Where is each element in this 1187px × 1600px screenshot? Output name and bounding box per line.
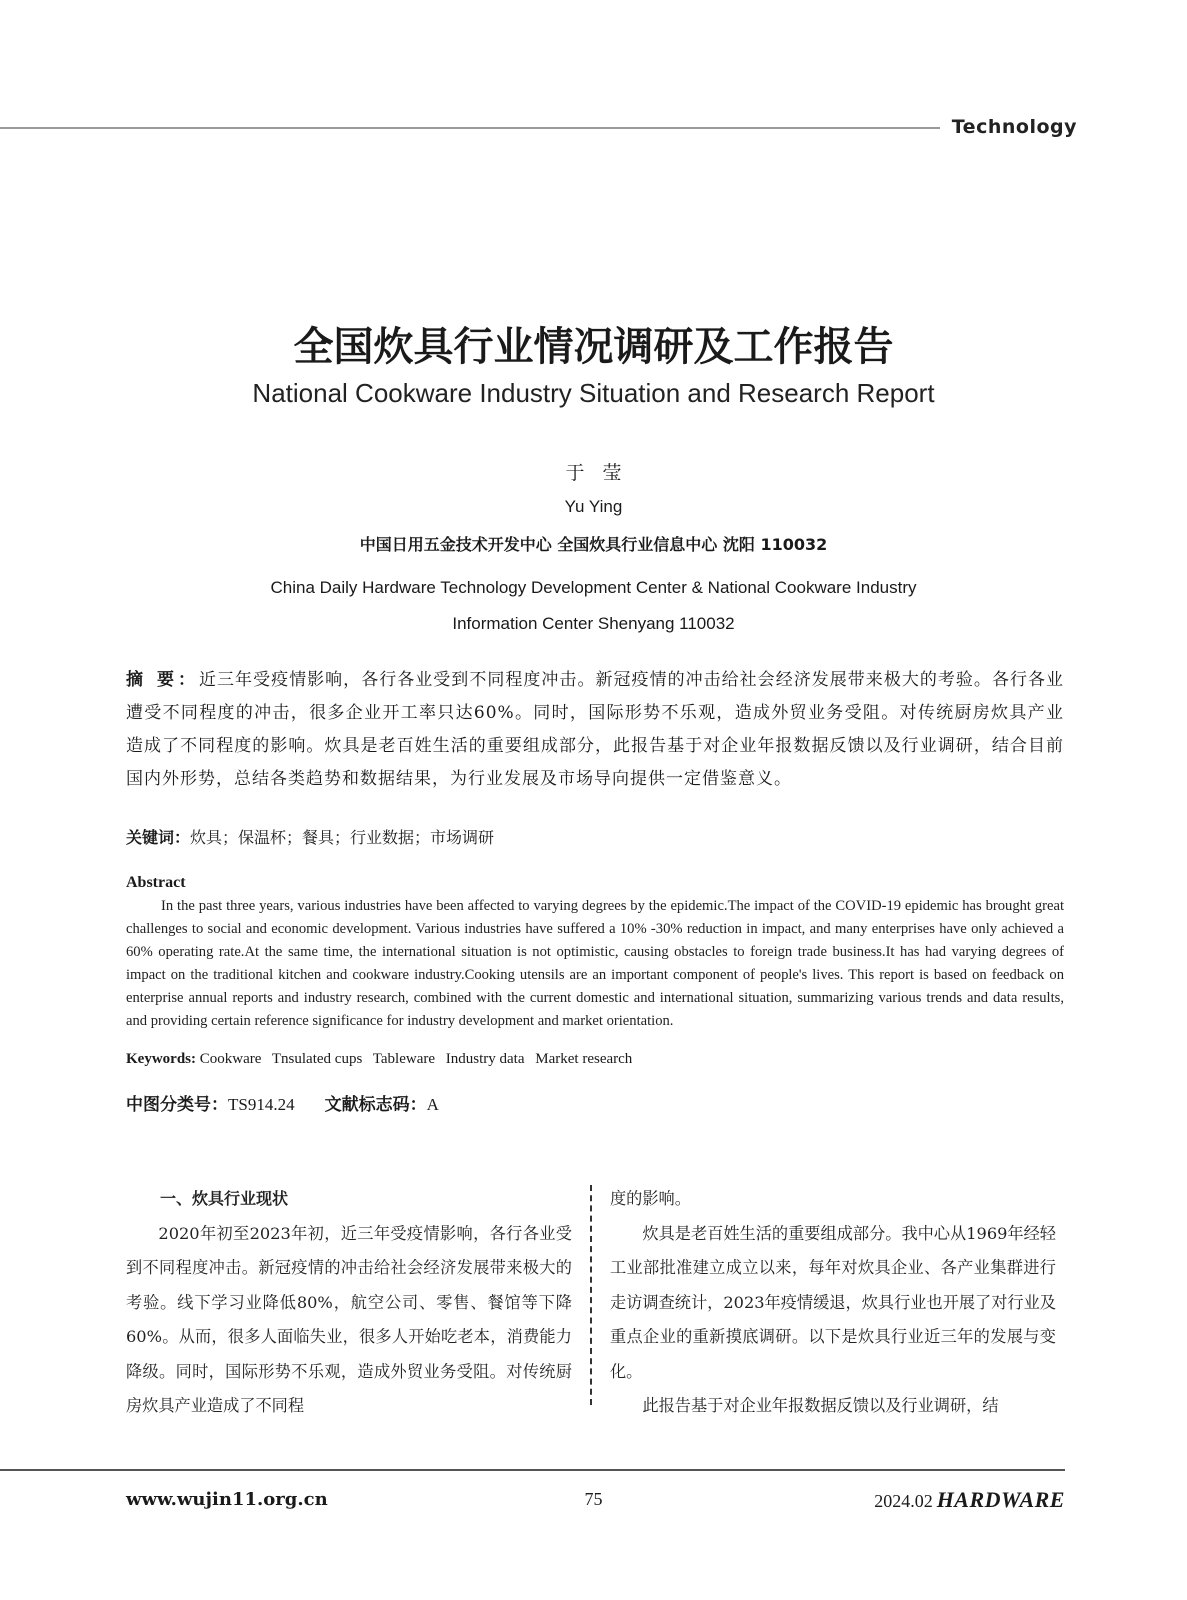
page-number: 75 — [584, 1489, 603, 1509]
title-chinese: 全国炊具行业情况调研及工作报告 — [293, 324, 894, 370]
footer-issue — [874, 1487, 1065, 1513]
keyword-item: Cookware — [199, 1051, 262, 1067]
keyword-item: Tableware — [372, 1051, 436, 1067]
keywords-chinese-label: 关键词： — [126, 828, 191, 847]
column-divider — [590, 1185, 592, 1405]
doc-code-value: A — [426, 1095, 439, 1114]
abstract-english-text: In the past three years, various industries have been affected to varying degrees by the epidemic.The impact of the COVID-19 epidemic has brought great challenges to social and economic development. Various industries have suffered a 10% -30% reduction in impact, and many enterprises have only achieved a 60% operating rate.At the same time, the international situation is not optimistic, causing obstacles to foreign trade business.It has had varying degrees of impact on the traditional kitchen and cookware industry.Cooking utensils are an important component of people's lives. This report is based on feedback on enterprise annual reports and industry research, combined with the current domestic and international situation, summarizing various trends and data results, and providing certain reference significance for industry development and market orientation. — [126, 898, 1064, 1029]
title-english: National Cookware Industry Situation and Research Report — [252, 378, 935, 408]
affiliation-english — [0, 570, 1187, 642]
author-chinese: 于莹 — [565, 462, 640, 484]
keywords-english — [126, 1051, 1064, 1068]
keyword-item: Industry data — [445, 1051, 525, 1067]
body-paragraph: 2020年初至2023年初，近三年受疫情影响，各行各业受到不同程度冲击。新冠疫情的冲击给社会经济发展带来极大的考验。线下学习业降低80%，航空公司、零售、餐馆等下降60%。从而，很多人面临失业，很多人开始吃老本，消费能力降级。同时，国际形势不乐观，造成外贸业务受阻。对传统厨房炊具产业造成了不同程 — [126, 1223, 572, 1415]
affiliation-english-line2: Information Center Shenyang 110032 — [452, 614, 735, 633]
keywords-chinese — [126, 824, 1064, 852]
keywords-chinese-text: 炊具；保温杯；餐具；行业数据；市场调研 — [190, 828, 495, 847]
body-paragraph: 度的影响。 — [610, 1189, 691, 1208]
body-column-right — [610, 1182, 1056, 1424]
keywords-english-label: Keywords: — [126, 1051, 196, 1067]
footer-rule — [0, 1469, 1065, 1471]
affiliation-english-line1: China Daily Hardware Technology Development Center & National Cookware Industry — [270, 578, 917, 597]
body-paragraph: 此报告基于对企业年报数据反馈以及行业调研，结 — [642, 1396, 999, 1415]
classification-line — [126, 1090, 439, 1115]
keyword-item: Market research — [535, 1051, 633, 1067]
abstract-chinese-label: 摘 要： — [126, 670, 200, 690]
body-paragraph: 炊具是老百姓生活的重要组成部分。我中心从1969年经轻工业部批准建立成立以来，每年对炊具企业、各产业集群进行走访调查统计，2023年疫情缓退，炊具行业也开展了对行业及重点企业的重新摸底调研。以下是炊具行业近三年的发展与变化。 — [610, 1223, 1056, 1381]
affiliation-chinese: 中国日用五金技术开发中心 全国炊具行业信息中心 沈阳 110032 — [359, 535, 828, 554]
abstract-chinese — [126, 664, 1064, 796]
abstract-english-heading: Abstract — [126, 874, 186, 891]
doc-code-label: 文献标志码： — [324, 1095, 427, 1115]
clc-label: 中图分类号： — [126, 1095, 228, 1115]
abstract-chinese-text: 近三年受疫情影响，各行各业受到不同程度冲击。新冠疫情的冲击给社会经济发展带来极大的考验。各行各业遭受不同程度的冲击，很多企业开工率只达60%。同时，国际形势不乐观，造成外贸业务受阻。对传统厨房炊具产业造成了不同程度的影响。炊具是老百姓生活的重要组成部分，此报告基于对企业年报数据反馈以及行业调研，结合目前国内外形势，总结各类趋势和数据结果，为行业发展及市场导向提供一定借鉴意义。 — [126, 670, 1065, 789]
header-rule — [0, 127, 940, 129]
section-heading: 一、炊具行业现状 — [160, 1189, 289, 1208]
body-column-left — [126, 1182, 572, 1424]
author-english: Yu Ying — [564, 497, 623, 516]
journal-name: HARDWARE — [936, 1487, 1065, 1512]
section-tag: Technology — [951, 116, 1077, 138]
clc-value: TS914.24 — [228, 1095, 295, 1114]
keyword-item: Tnsulated cups — [271, 1051, 363, 1067]
footer-url[interactable]: www.wujin11.org.cn — [126, 1489, 328, 1510]
issue-number: 2024.02 — [874, 1491, 933, 1511]
